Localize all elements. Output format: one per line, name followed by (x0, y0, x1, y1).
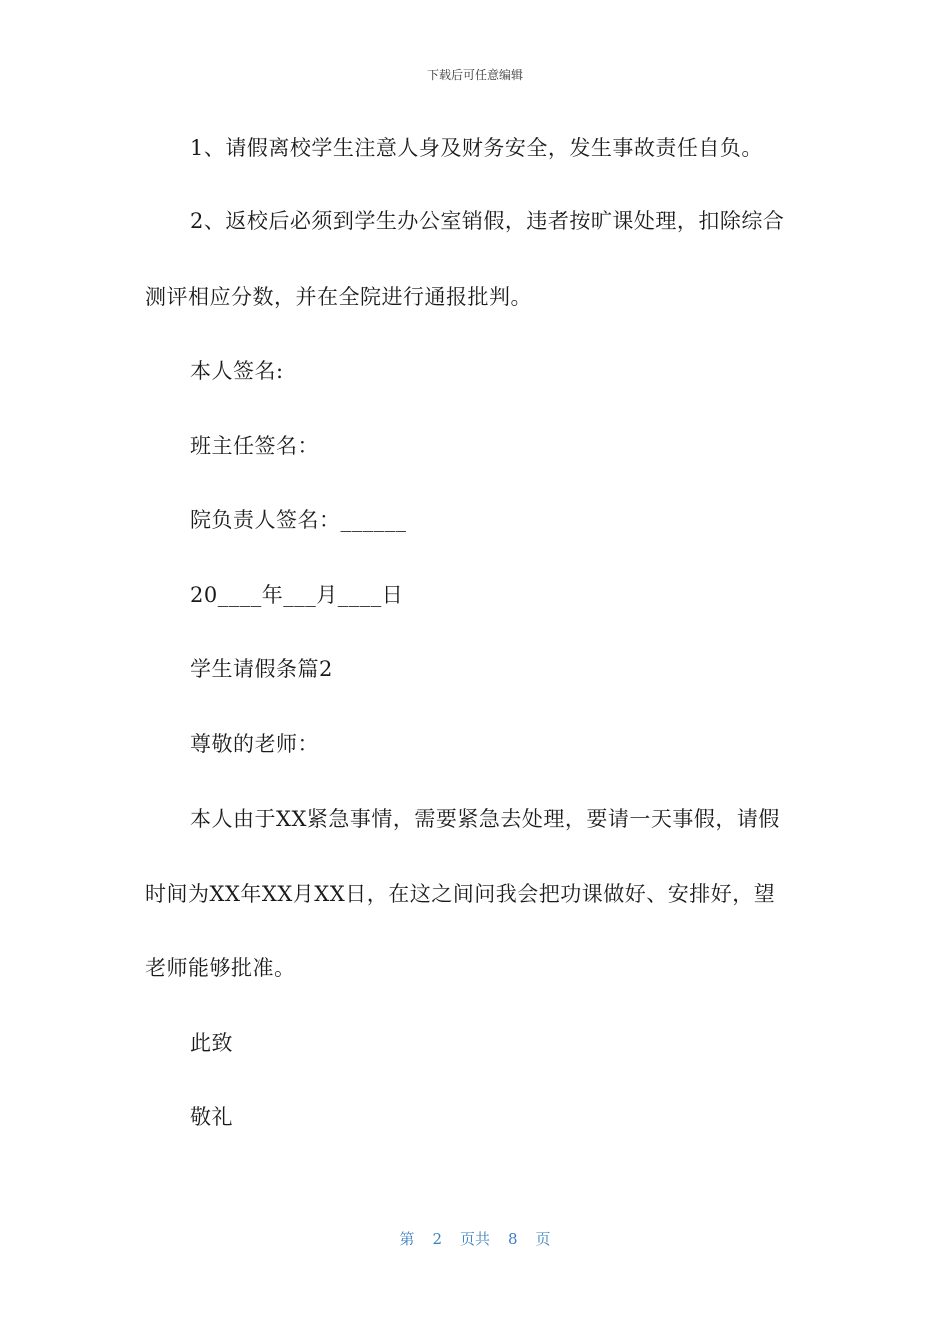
self-signature-line: 本人签名: (190, 359, 284, 383)
closing-line-1: 此致 (190, 1031, 233, 1055)
footer-current-page: 2 (432, 1230, 442, 1248)
footer-label-1: 第 (399, 1230, 415, 1248)
paragraph-line-10: 本人由于XX紧急事情，需要紧急去处理，要请一天事假，请假 (190, 807, 780, 831)
paragraph-line-1: 1、请假离校学生注意人身及财务安全，发生事故责任自负。 (190, 136, 763, 160)
header-note: 下载后可任意编辑 (426, 68, 523, 82)
date-line: 20____年___月____日 (190, 583, 404, 607)
salutation: 尊敬的老师： (190, 732, 319, 756)
paragraph-line-3: 测评相应分数，并在全院进行通报批判。 (145, 285, 532, 309)
teacher-signature-line: 班主任签名： (190, 434, 319, 458)
dean-signature-line: 院负责人签名：______ (190, 508, 407, 532)
closing-line-2: 敬礼 (190, 1105, 233, 1129)
paragraph-line-2: 2、返校后必须到学生办公室销假，违者按旷课处理，扣除综合 (190, 209, 785, 233)
footer-total-pages: 8 (508, 1230, 518, 1248)
footer-label-3: 页 (535, 1230, 551, 1248)
page-footer (0, 1228, 950, 1249)
paragraph-line-11: 时间为XX年XX月XX日，在这之间问我会把功课做好、安排好，望 (145, 882, 776, 906)
section-title: 学生请假条篇2 (190, 657, 333, 681)
paragraph-line-12: 老师能够批准。 (145, 956, 296, 980)
footer-label-2: 页共 (459, 1230, 490, 1248)
